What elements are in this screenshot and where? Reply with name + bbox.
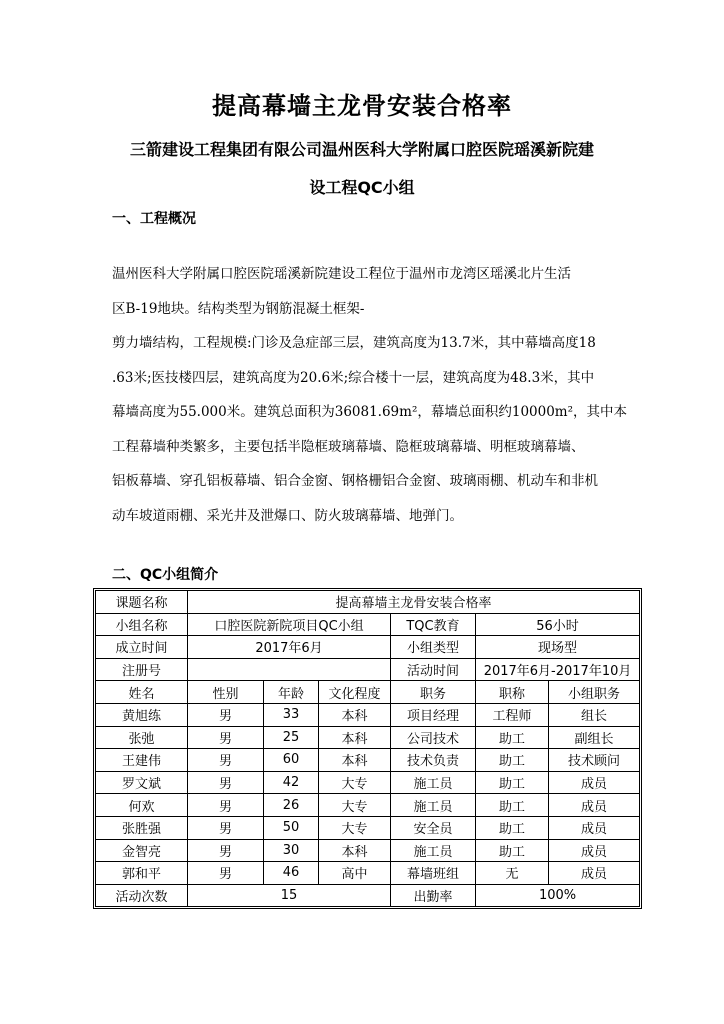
member-age: 50 [264, 816, 319, 839]
member-name: 金智亮 [96, 839, 188, 862]
member-row [96, 794, 640, 817]
section-heading-qc-group: 二、QC小组简介 [112, 567, 219, 583]
founded-label: 成立时间 [96, 636, 188, 659]
header-cell: 年龄 [264, 681, 319, 704]
member-gender: 男 [188, 839, 264, 862]
member-name: 张弛 [96, 726, 188, 749]
member-role: 成员 [549, 862, 640, 885]
member-age: 46 [264, 862, 319, 885]
activity-count-value: 15 [188, 884, 391, 907]
member-gender: 男 [188, 703, 264, 726]
member-position: 施工员 [391, 839, 476, 862]
table-row [96, 591, 640, 614]
member-age: 26 [264, 794, 319, 817]
member-title: 助工 [476, 771, 549, 794]
member-education: 本科 [319, 749, 391, 772]
header-cell: 职务 [391, 681, 476, 704]
header-cell: 小组职务 [549, 681, 640, 704]
member-gender: 男 [188, 749, 264, 772]
table-header-row [96, 681, 640, 704]
founded-value: 2017年6月 [188, 636, 391, 659]
header-cell: 职称 [476, 681, 549, 704]
member-position: 公司技术 [391, 726, 476, 749]
member-title: 助工 [476, 816, 549, 839]
member-education: 本科 [319, 703, 391, 726]
overview-line: .63米;医技楼四层，建筑高度为20.6米;综合楼十一层，建筑高度为48.3米，其中 [112, 369, 595, 386]
member-age: 33 [264, 703, 319, 726]
table-row [96, 636, 640, 659]
header-cell: 性别 [188, 681, 264, 704]
register-value [188, 658, 391, 681]
activity-time-label: 活动时间 [391, 658, 476, 681]
overview-line: 温州医科大学附属口腔医院瑶溪新院建设工程位于温州市龙湾区瑶溪北片生活 [112, 266, 571, 282]
section-heading-overview: 一、工程概况 [112, 211, 196, 227]
member-education: 大专 [319, 794, 391, 817]
tqc-label: TQC教育 [391, 613, 476, 636]
overview-paragraph [112, 257, 628, 533]
member-gender: 男 [188, 726, 264, 749]
table-row [96, 658, 640, 681]
attendance-value: 100% [476, 884, 640, 907]
qc-group-table [95, 590, 640, 907]
member-gender: 男 [188, 862, 264, 885]
member-gender: 男 [188, 771, 264, 794]
member-name: 何欢 [96, 794, 188, 817]
member-title: 无 [476, 862, 549, 885]
member-row [96, 771, 640, 794]
member-row [96, 726, 640, 749]
member-title: 助工 [476, 794, 549, 817]
member-row [96, 703, 640, 726]
member-role: 副组长 [549, 726, 640, 749]
header-cell: 文化程度 [319, 681, 391, 704]
topic-label: 课题名称 [96, 591, 188, 614]
activity-count-label: 活动次数 [96, 884, 188, 907]
group-name-value: 口腔医院新院项目QC小组 [188, 613, 391, 636]
member-row [96, 862, 640, 885]
member-age: 30 [264, 839, 319, 862]
header-cell: 姓名 [96, 681, 188, 704]
member-name: 郭和平 [96, 862, 188, 885]
member-age: 25 [264, 726, 319, 749]
member-row [96, 816, 640, 839]
member-gender: 男 [188, 816, 264, 839]
member-gender: 男 [188, 794, 264, 817]
overview-line: 区B-19地块。结构类型为钢筋混凝土框架- [112, 300, 365, 317]
member-title: 工程师 [476, 703, 549, 726]
activity-time-value: 2017年6月-2017年10月 [476, 658, 640, 681]
member-row [96, 749, 640, 772]
member-role: 成员 [549, 771, 640, 794]
member-name: 黄旭练 [96, 703, 188, 726]
member-name: 王建伟 [96, 749, 188, 772]
member-education: 本科 [319, 839, 391, 862]
member-education: 大专 [319, 816, 391, 839]
member-role: 组长 [549, 703, 640, 726]
subtitle-line-2: 设工程QC小组 [309, 178, 415, 197]
member-age: 60 [264, 749, 319, 772]
member-row [96, 839, 640, 862]
member-education: 高中 [319, 862, 391, 885]
member-title: 助工 [476, 839, 549, 862]
member-role: 成员 [549, 839, 640, 862]
member-position: 项目经理 [391, 703, 476, 726]
attendance-label: 出勤率 [391, 884, 476, 907]
member-name: 张胜强 [96, 816, 188, 839]
member-position: 技术负责 [391, 749, 476, 772]
overview-line: 剪力墙结构，工程规模:门诊及急症部三层，建筑高度为13.7米，其中幕墙高度18 [112, 335, 596, 351]
member-position: 幕墙班组 [391, 862, 476, 885]
topic-value: 提高幕墙主龙骨安装合格率 [188, 591, 640, 614]
member-position: 安全员 [391, 816, 476, 839]
member-title: 助工 [476, 726, 549, 749]
table-row [96, 884, 640, 907]
tqc-value: 56小时 [476, 613, 640, 636]
register-label: 注册号 [96, 658, 188, 681]
member-role: 成员 [549, 794, 640, 817]
table-row [96, 613, 640, 636]
overview-line: 铝板幕墙、穿孔铝板幕墙、铝合金窗、钢格栅铝合金窗、玻璃雨棚、机动车和非机 [112, 473, 598, 489]
member-title: 助工 [476, 749, 549, 772]
subtitle-line-1: 三箭建设工程集团有限公司温州医科大学附属口腔医院瑶溪新院建 [129, 140, 594, 159]
group-type-label: 小组类型 [391, 636, 476, 659]
document-title: 提高幕墙主龙骨安装合格率 [212, 92, 512, 120]
member-name: 罗文斌 [96, 771, 188, 794]
group-name-label: 小组名称 [96, 613, 188, 636]
overview-line: 工程幕墙种类繁多，主要包括半隐框玻璃幕墙、隐框玻璃幕墙、明框玻璃幕墙、 [112, 438, 585, 455]
overview-line: 幕墙高度为55.000米。建筑总面积为36081.69m²，幕墙总面积约10000m²，其中本 [112, 404, 628, 420]
member-role: 成员 [549, 816, 640, 839]
member-role: 技术顾问 [549, 749, 640, 772]
member-position: 施工员 [391, 794, 476, 817]
member-position: 施工员 [391, 771, 476, 794]
member-education: 大专 [319, 771, 391, 794]
member-education: 本科 [319, 726, 391, 749]
group-type-value: 现场型 [476, 636, 640, 659]
member-age: 42 [264, 771, 319, 794]
overview-line: 动车坡道雨棚、采光井及泄爆口、防火玻璃幕墙、地弹门。 [112, 507, 463, 524]
